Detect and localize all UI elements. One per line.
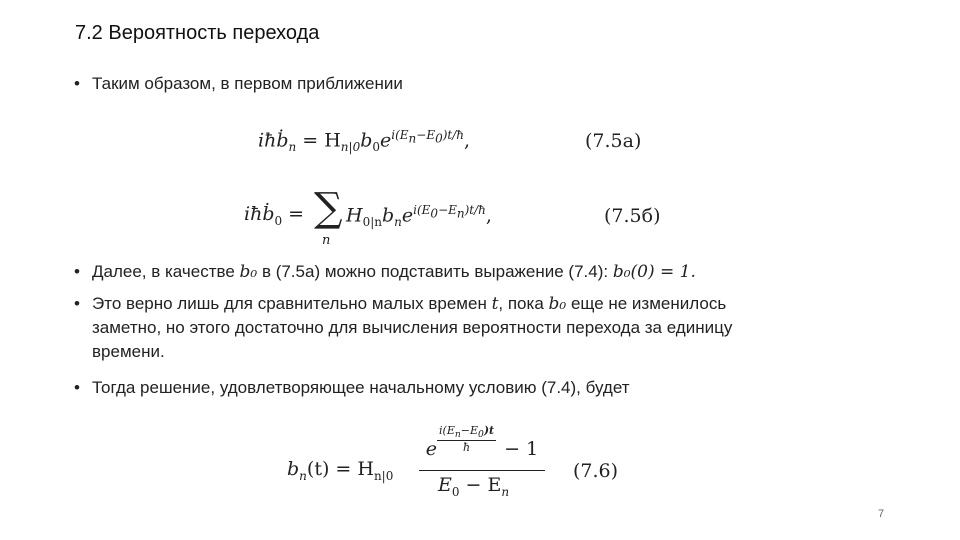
bullet-dot: • <box>74 378 80 397</box>
bullet-4 <box>74 376 782 400</box>
bullet-1 <box>74 72 782 96</box>
bullet-2-text: Далее, в качестве b₀ в (7.5а) можно подставить выражение (7.4): b₀(0) = 1. <box>92 262 696 282</box>
equation-7-5b-body: $H_{0|n}b_ne^{i(E_0-E_n)t/ħ}$, <box>346 203 492 230</box>
bullet-dot: • <box>74 74 80 93</box>
summation-symbol: ∑ <box>314 185 343 231</box>
bullet-2 <box>74 260 782 284</box>
bullet-dot: • <box>74 294 80 313</box>
equation-7-6-numerator: e $\frac{i(E_n-E_0)t}{ħ}$ − 1 <box>425 424 539 460</box>
slide-title: 7.2 Вероятность перехода <box>75 22 320 44</box>
equation-7-5b-lhs: iħḃ$_0$ = <box>244 203 305 228</box>
equation-7-6-denominator: $E_0 - E_n$ <box>438 474 510 499</box>
bullet-3 <box>74 292 782 364</box>
bullet-1-text: Таким образом, в первом приближении <box>92 74 403 93</box>
equation-number-7-5a: (7.5а) <box>585 130 642 152</box>
equation-number-7-6: (7.6) <box>573 460 619 482</box>
equation-number-7-5b: (7.5б) <box>604 205 661 227</box>
equation-7-5a: iħḃ$_n$ = $H_{n|0}b_0e^{i(E_n-E_0)t/ħ}$, <box>258 128 471 155</box>
page-number: 7 <box>878 508 885 520</box>
bullet-4-text: Тогда решение, удовлетворяющее начальному условию (7.4), будет <box>92 378 630 397</box>
summation-index: n <box>322 233 331 248</box>
bullet-dot: • <box>74 262 80 281</box>
fraction-bar <box>419 470 545 471</box>
equation-7-6-lhs: $b_n(t) = H_{n|0}$ <box>287 458 394 483</box>
bullet-3-text: Это верно лишь для сравнительно малых времен t, пока b₀ еще не изменилось заметно, но этого достаточно для вычисления вероятности перехода за единицу времени. <box>92 294 733 361</box>
